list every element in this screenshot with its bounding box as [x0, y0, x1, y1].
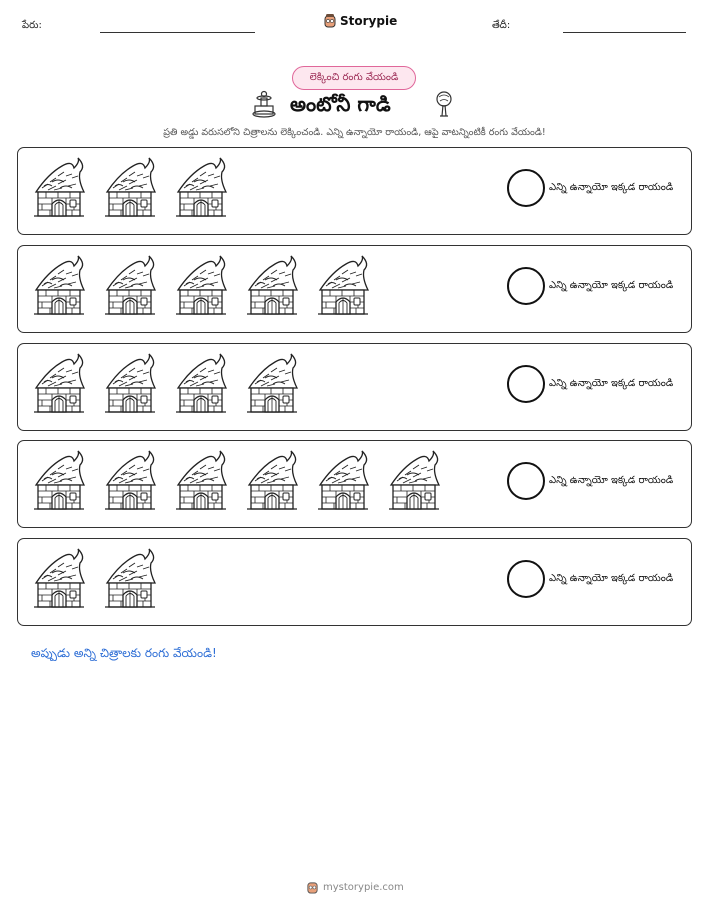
- date-line[interactable]: [563, 32, 686, 33]
- stone-house-icon: [241, 352, 301, 416]
- stone-house-icon: [170, 254, 230, 318]
- counting-row: [17, 440, 692, 528]
- activity-badge: లెక్కించి రంగు వేయండి: [292, 66, 416, 90]
- stone-house-icon: [99, 547, 159, 611]
- house-group: [28, 156, 230, 220]
- answer-label: ఎన్ని ఉన్నాయో ఇక్కడ రాయండి: [549, 378, 674, 389]
- stone-house-icon: [170, 449, 230, 513]
- house-group: [28, 254, 372, 318]
- stone-house-icon: [312, 254, 372, 318]
- answer-circle[interactable]: [507, 365, 545, 403]
- site-footer: [306, 880, 404, 895]
- stone-house-icon: [170, 156, 230, 220]
- stone-house-icon: [99, 156, 159, 220]
- answer-label: ఎన్ని ఉన్నాయో ఇక్కడ రాయండి: [549, 475, 674, 486]
- storypie-mascot-icon: [323, 13, 337, 29]
- footer-note: అప్పుడు అన్ని చిత్రాలకు రంగు వేయండి!: [31, 646, 217, 660]
- brand-logo: [323, 13, 397, 29]
- tree-icon: [433, 90, 455, 118]
- answer-circle[interactable]: [507, 560, 545, 598]
- site-url: mystorypie.com: [323, 882, 404, 893]
- stone-house-icon: [28, 156, 88, 220]
- house-group: [28, 547, 159, 611]
- page-title: అంటోనీ గాడి: [290, 92, 391, 116]
- stone-house-icon: [99, 254, 159, 318]
- stone-house-icon: [170, 352, 230, 416]
- answer-label: ఎన్ని ఉన్నాయో ఇక్కడ రాయండి: [549, 182, 674, 193]
- counting-row: [17, 343, 692, 431]
- stone-house-icon: [28, 254, 88, 318]
- answer-circle[interactable]: [507, 169, 545, 207]
- answer-circle[interactable]: [507, 267, 545, 305]
- answer-circle[interactable]: [507, 462, 545, 500]
- instructions: ప్రతి అడ్డు వరుసలోని చిత్రాలను లెక్కించండి. ఎన్ని ఉన్నాయో రాయండి, ఆపై వాటన్నింటికీ రంగు వేయండి!: [163, 127, 546, 138]
- stone-house-icon: [312, 449, 372, 513]
- name-line[interactable]: [100, 32, 255, 33]
- house-group: [28, 352, 301, 416]
- house-group: [28, 449, 443, 513]
- stone-house-icon: [28, 352, 88, 416]
- stone-house-icon: [28, 547, 88, 611]
- answer-label: ఎన్ని ఉన్నాయో ఇక్కడ రాయండి: [549, 573, 674, 584]
- stone-house-icon: [99, 352, 159, 416]
- name-label: పేరు:: [22, 20, 42, 31]
- title-row: [0, 90, 709, 120]
- date-label: తేదీ:: [492, 20, 511, 31]
- stone-house-icon: [99, 449, 159, 513]
- answer-label: ఎన్ని ఉన్నాయో ఇక్కడ రాయండి: [549, 280, 674, 291]
- stone-house-icon: [28, 449, 88, 513]
- stone-house-icon: [241, 449, 301, 513]
- counting-row: [17, 245, 692, 333]
- storypie-mascot-icon: [306, 880, 319, 895]
- counting-row: [17, 147, 692, 235]
- stone-house-icon: [241, 254, 301, 318]
- counting-row: [17, 538, 692, 626]
- brand-name: Storypie: [340, 14, 398, 28]
- stone-fountain-icon: [251, 90, 277, 118]
- stone-house-icon: [383, 449, 443, 513]
